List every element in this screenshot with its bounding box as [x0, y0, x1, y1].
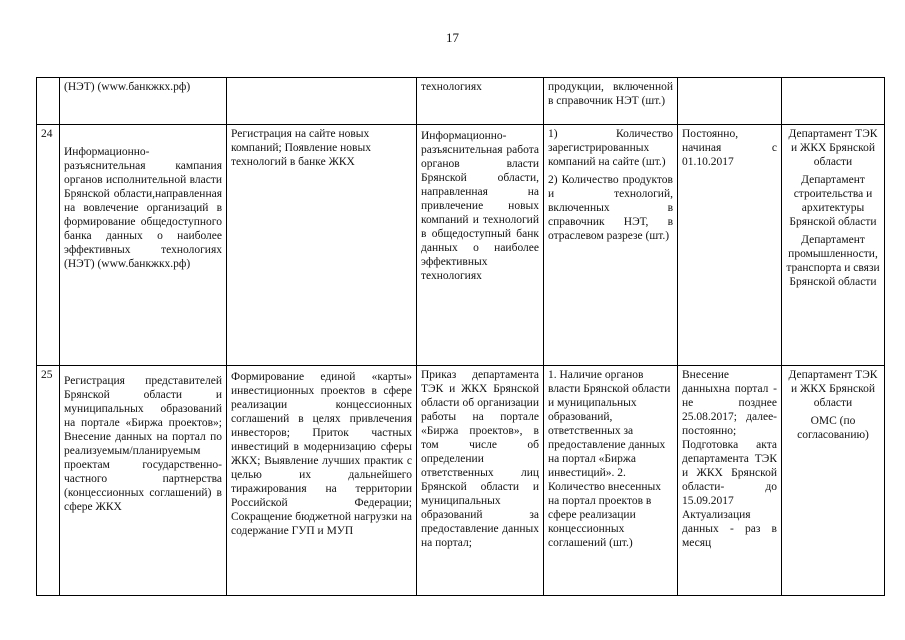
indicator-cell: продукции, включенной в справочник НЭТ (шт.)	[544, 78, 678, 125]
row-number-cell	[37, 78, 60, 125]
executor-item: Департамент строительства и архитектуры Брянской области	[789, 174, 877, 228]
result-cell	[227, 78, 417, 125]
result-cell: Формирование единой «карты» инвестиционных проектов в сфере реализации концессионных соглашений в целях привлечения инвесторов; Приток частных инвестиций в модернизацию сферы ЖКХ; Выявление лучших практик с целью их дальнейшего тиражирования на территории Российской Федерации; Сокращение бюджетной нагрузки на содержание ГУП и МУП	[227, 366, 417, 596]
row-number-cell: 25	[37, 366, 60, 596]
event-cell: Регистрация представителей Брянской области и муниципальных образований на портале «Биржа проектов»; Внесение данных на портал по реализуемым/планируемым проектам государственно-частного партнерства (концессионных соглашений) в сфере ЖКХ	[60, 366, 227, 596]
event-cell: (НЭТ) (www.банкжкх.рф)	[60, 78, 227, 125]
measures-table	[36, 77, 885, 596]
executor-cell	[782, 366, 885, 596]
table-row	[37, 366, 885, 596]
document-cell: Приказ департамента ТЭК и ЖКХ Брянской области об организации работы на портале «Биржа проектов», в том числе об определении ответственных лиц Брянской области и муниципальных образований за предоставление данных на портал;	[417, 366, 544, 596]
table-row	[37, 125, 885, 366]
table-row	[37, 78, 885, 125]
deadline-cell	[678, 78, 782, 125]
deadline-cell: Внесение данныхна портал - не позднее 25.08.2017; далее-постоянно; Подготовка акта департамента ТЭК и ЖКХ Брянской области- до 15.09.2017 Актуализация данных - раз в месяц	[678, 366, 782, 596]
deadline-cell: Постоянно, начиная с 01.10.2017	[678, 125, 782, 366]
executor-item: Департамент ТЭК и ЖКХ Брянской области	[788, 128, 878, 168]
page-number: 17	[446, 30, 459, 45]
indicator-item: 1) Количество зарегистрированных компаний на сайте (шт.)	[548, 128, 673, 168]
indicator-item: 2) Количество продуктов и технологий, включенных в справочник НЭТ, в отраслевом разрезе (шт.)	[548, 174, 673, 242]
indicator-cell: 1. Наличие органов власти Брянской области и муниципальных образований, ответственных за предоставление данных на портал «Биржа инвестиций». 2. Количество внесенных на портал проектов в сфере реализации концессионных соглашений (шт.)	[544, 366, 678, 596]
result-cell: Регистрация на сайте новых компаний; Появление новых технологий в банке ЖКХ	[227, 125, 417, 366]
executor-item: Департамент ТЭК и ЖКХ Брянской области	[788, 369, 878, 409]
row-number-cell: 24	[37, 125, 60, 366]
document-cell: технологиях	[417, 78, 544, 125]
document-cell: Информационно-разъяснительная работа органов власти Брянской области, направленная на привлечение новых компаний и технологий в общедоступный банк данных о наиболее эффективных технологиях	[417, 125, 544, 366]
executor-item: Департамент промышленности, транспорта и связи Брянской области	[786, 234, 880, 288]
executor-cell	[782, 78, 885, 125]
executor-cell	[782, 125, 885, 366]
executor-item: ОМС (по согласованию)	[797, 415, 869, 441]
indicator-cell	[544, 125, 678, 366]
event-cell: Информационно-разъяснительная кампания органов исполнительной власти Брянской области,направленная на вовлечение организаций в формирование общедоступного банка данных о наиболее эффективных технологиях (НЭТ) (www.банкжкх.рф)	[60, 125, 227, 366]
